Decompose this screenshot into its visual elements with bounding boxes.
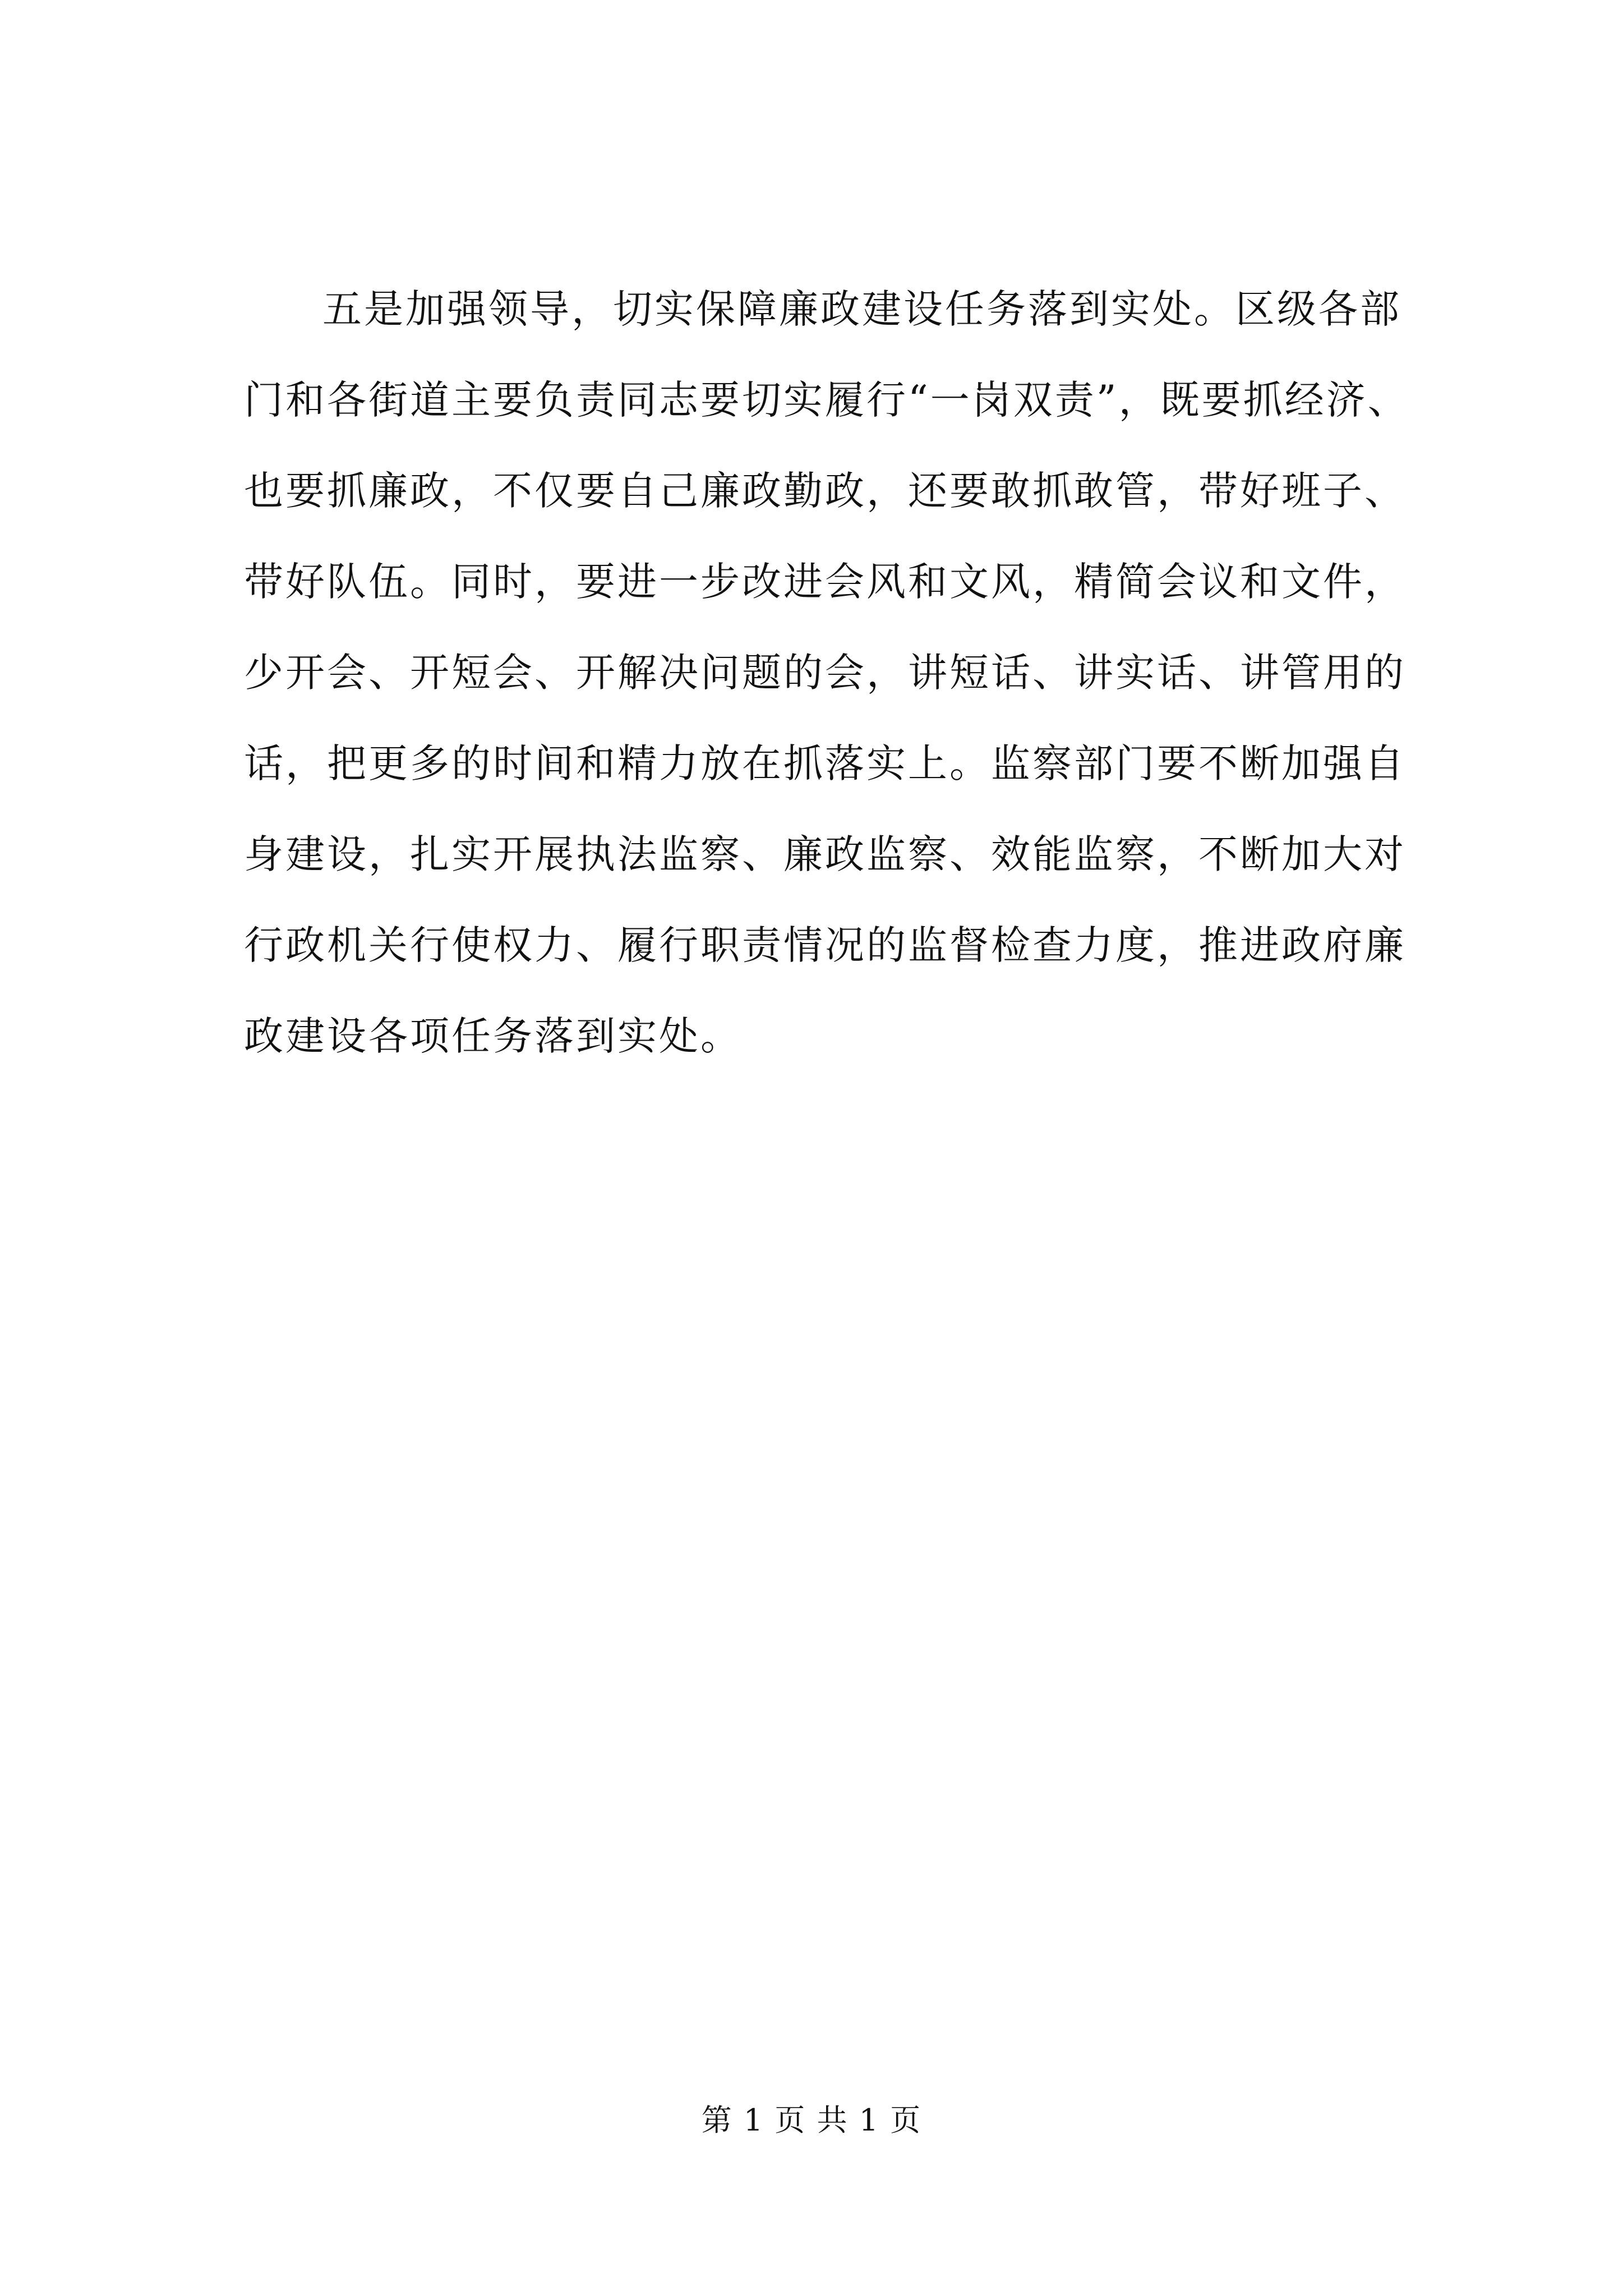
page-footer	[0, 2098, 1623, 2143]
paragraph-line: 行政机关行使权力、履行职责情况的监督检查力度，推进政府廉	[244, 922, 1406, 968]
paragraph-line: 门和各街道主要负责同志要切实履行“一岗双责”，既要抓经济、	[244, 377, 1409, 423]
body-paragraph	[244, 264, 1422, 1082]
paragraph-line: 身建设，扎实开展执法监察、廉政监察、效能监察，不断加大对	[244, 831, 1406, 877]
paragraph-line: 带好队伍。同时，要进一步改进会风和文风，精简会议和文件，	[244, 559, 1406, 605]
paragraph-line: 政建设各项任务落到实处。	[244, 1013, 742, 1059]
paragraph-line: 五是加强领导，切实保障廉政建设任务落到实处。区级各部	[322, 286, 1401, 332]
paragraph-line: 话，把更多的时间和精力放在抓落实上。监察部门要不断加强自	[244, 740, 1406, 786]
paragraph-line: 也要抓廉政，不仅要自己廉政勤政，还要敢抓敢管，带好班子、	[244, 468, 1406, 514]
paragraph-line: 少开会、开短会、开解决问题的会，讲短话、讲实话、讲管用的	[244, 650, 1406, 696]
page-number-label: 第 1 页 共 1 页	[701, 2102, 922, 2138]
